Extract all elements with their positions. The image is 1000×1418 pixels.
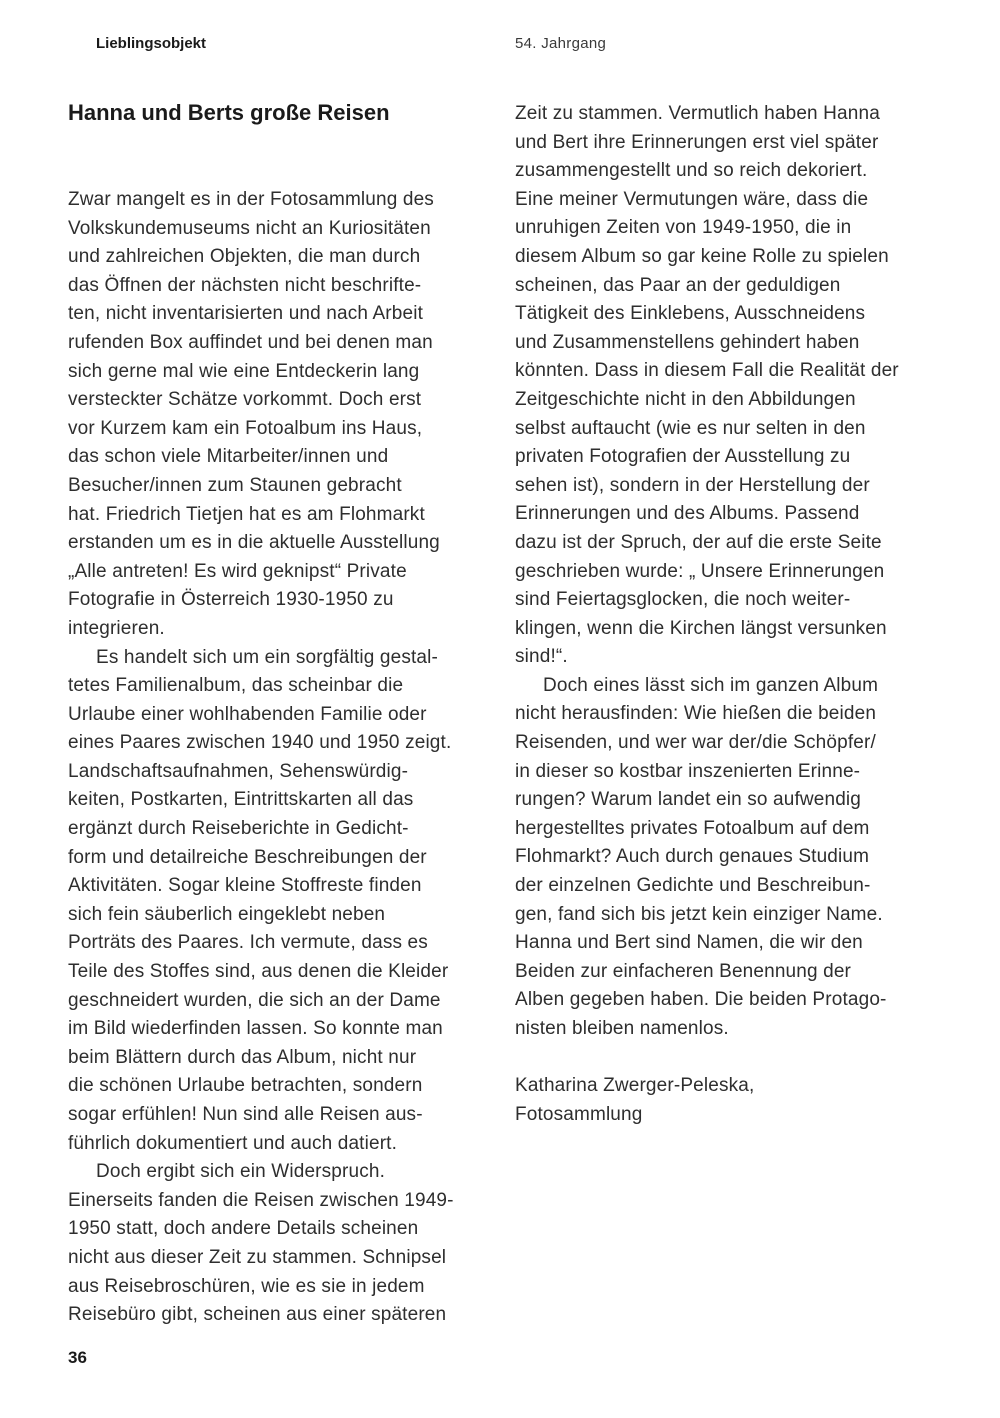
text-line: Fotografie in Österreich 1930-1950 zu (68, 589, 394, 611)
text-line: sich fein säuberlich eingeklebt neben (68, 903, 386, 925)
text-line: sich gerne mal wie eine Entdeckerin lang (68, 360, 420, 382)
text-line: vor Kurzem kam ein Fotoalbum ins Haus, (68, 417, 423, 439)
text-line: Flohmarkt? Auch durch genaues Studium (515, 846, 870, 868)
text-line: hergestelltes privates Fotoalbum auf dem (515, 817, 870, 839)
text-line: zusammengestellt und so reich dekoriert. (515, 160, 868, 182)
text-line: geschrieben wurde: „ Unsere Erinnerungen (515, 560, 885, 582)
text-line: integrieren. (68, 617, 165, 639)
text-line: Erinnerungen und des Albums. Passend (515, 503, 860, 525)
text-line: nicht aus dieser Zeit zu stammen. Schnipsel (68, 1246, 447, 1268)
text-line: 1950 statt, doch andere Details scheinen (68, 1218, 419, 1240)
text-line: erstanden um es in die aktuelle Ausstellung (68, 532, 440, 554)
text-line: ergänzt durch Reiseberichte in Gedicht- (68, 818, 409, 840)
text-line: Doch ergibt sich ein Widerspruch. (96, 1161, 386, 1183)
volume-label: 54. Jahrgang (515, 35, 607, 52)
text-line: Hanna und Bert sind Namen, die wir den (515, 932, 863, 954)
text-line: beim Blättern durch das Album, nicht nur (68, 1046, 417, 1068)
text-line: Reisebüro gibt, scheinen aus einer späteren (68, 1304, 447, 1326)
text-line: Aktivitäten. Sogar kleine Stoffreste finden (68, 875, 422, 897)
section-label: Lieblingsobjekt (96, 35, 207, 52)
text-line: Urlaube einer wohlhabenden Familie oder (68, 703, 427, 725)
text-line: scheinen, das Paar an der geduldigen (515, 274, 841, 296)
text-line: Zwar mangelt es in der Fotosammlung des (68, 189, 434, 210)
text-line: sehen ist), sondern in der Herstellung der (515, 474, 870, 496)
text-line: Alben gegeben haben. Die beiden Protago- (515, 989, 887, 1011)
text-line: ten, nicht inventarisierten und nach Arbeit (68, 303, 423, 325)
text-line: das schon viele Mitarbeiter/innen und (68, 446, 389, 468)
text-line: in dieser so kostbar inszenierten Erinne- (515, 760, 861, 782)
author-name: Katharina Zwerger-Peleska, (515, 1075, 755, 1097)
text-line: im Bild wiederfinden lassen. So konnte man (68, 1018, 443, 1040)
text-line: Teile des Stoffes sind, aus denen die Kleider (68, 961, 449, 983)
text-line: dazu ist der Spruch, der auf die erste Seite (515, 531, 882, 553)
text-line: rungen? Warum landet ein so aufwendig (515, 789, 862, 811)
text-line: sogar erfühlen! Nun sind alle Reisen aus- (68, 1104, 423, 1125)
article-column-left (68, 186, 498, 1330)
author-department: Fotosammlung (515, 1103, 643, 1125)
text-line: Landschaftsaufnahmen, Sehenswürdig- (68, 760, 409, 782)
text-line: sind Feiertagsglocken, die noch weiter- (515, 589, 851, 611)
page-number: 36 (68, 1348, 87, 1367)
text-line: diesem Album so gar keine Rolle zu spielen (515, 245, 889, 267)
text-line: hat. Friedrich Tietjen hat es am Flohmarkt (68, 503, 425, 525)
text-line: und Zusammenstellens gehindert haben (515, 331, 860, 353)
text-line: die schönen Urlaube betrachten, sondern (68, 1075, 423, 1097)
text-line: nicht herausfinden: Wie hießen die beiden (515, 703, 877, 725)
text-line: Tätigkeit des Einklebens, Ausschneidens (515, 303, 866, 325)
article-title: Hanna und Berts große Reisen (68, 100, 390, 125)
text-line: keiten, Postkarten, Eintrittskarten all das (68, 789, 414, 811)
text-line: und zahlreichen Objekten, die man durch (68, 246, 421, 268)
text-line: geschneidert wurden, die sich an der Dame (68, 989, 441, 1011)
text-line: selbst auftaucht (wie es nur selten in den (515, 417, 866, 439)
text-line: Doch eines lässt sich im ganzen Album (543, 674, 879, 696)
text-line: Reisenden, und wer war der/die Schöpfer/ (515, 732, 876, 754)
spacer (515, 1044, 945, 1073)
text-line: aus Reisebroschüren, wie es sie in jedem (68, 1275, 425, 1297)
text-line: tetes Familienalbum, das scheinbar die (68, 675, 404, 697)
article-column-right (515, 100, 945, 1129)
text-line: rufenden Box auffindet und bei denen man (68, 331, 433, 353)
text-line: könnten. Dass in diesem Fall die Realität der (515, 360, 899, 382)
text-line: privaten Fotografien der Ausstellung zu (515, 446, 851, 468)
text-line: Porträts des Paares. Ich vermute, dass es (68, 932, 428, 954)
text-line: versteckter Schätze vorkommt. Doch erst (68, 389, 422, 411)
text-line: Es handelt sich um ein sorgfältig gestal- (96, 646, 438, 668)
text-line: Zeit zu stammen. Vermutlich haben Hanna (515, 103, 880, 124)
text-line: Besucher/innen zum Staunen gebracht (68, 474, 402, 496)
text-line: Eine meiner Vermutungen wäre, dass die (515, 188, 869, 210)
text-line: führlich dokumentiert und auch datiert. (68, 1132, 398, 1154)
text-line: Beiden zur einfacheren Benennung der (515, 960, 852, 982)
text-line: nisten bleiben namenlos. (515, 1018, 729, 1039)
text-line: Zeitgeschichte nicht in den Abbildungen (515, 388, 856, 410)
text-line: sind!“. (515, 646, 568, 668)
text-line: Volkskundemuseums nicht an Kuriositäten (68, 217, 431, 239)
text-line: form und detailreiche Beschreibungen der (68, 846, 427, 868)
text-line: klingen, wenn die Kirchen längst versunken (515, 617, 887, 639)
text-line: Einerseits fanden die Reisen zwischen 1949- (68, 1189, 454, 1211)
text-line: unruhigen Zeiten von 1949-1950, die in (515, 217, 852, 239)
text-line: „Alle antreten! Es wird geknipst“ Private (68, 560, 407, 582)
text-line: und Bert ihre Erinnerungen erst viel später (515, 131, 879, 153)
text-line: eines Paares zwischen 1940 und 1950 zeigt. (68, 732, 452, 754)
text-line: das Öffnen der nächsten nicht beschrifte- (68, 274, 422, 296)
text-line: der einzelnen Gedichte und Beschreibun- (515, 875, 871, 897)
text-line: gen, fand sich bis jetzt kein einziger Name. (515, 903, 883, 925)
